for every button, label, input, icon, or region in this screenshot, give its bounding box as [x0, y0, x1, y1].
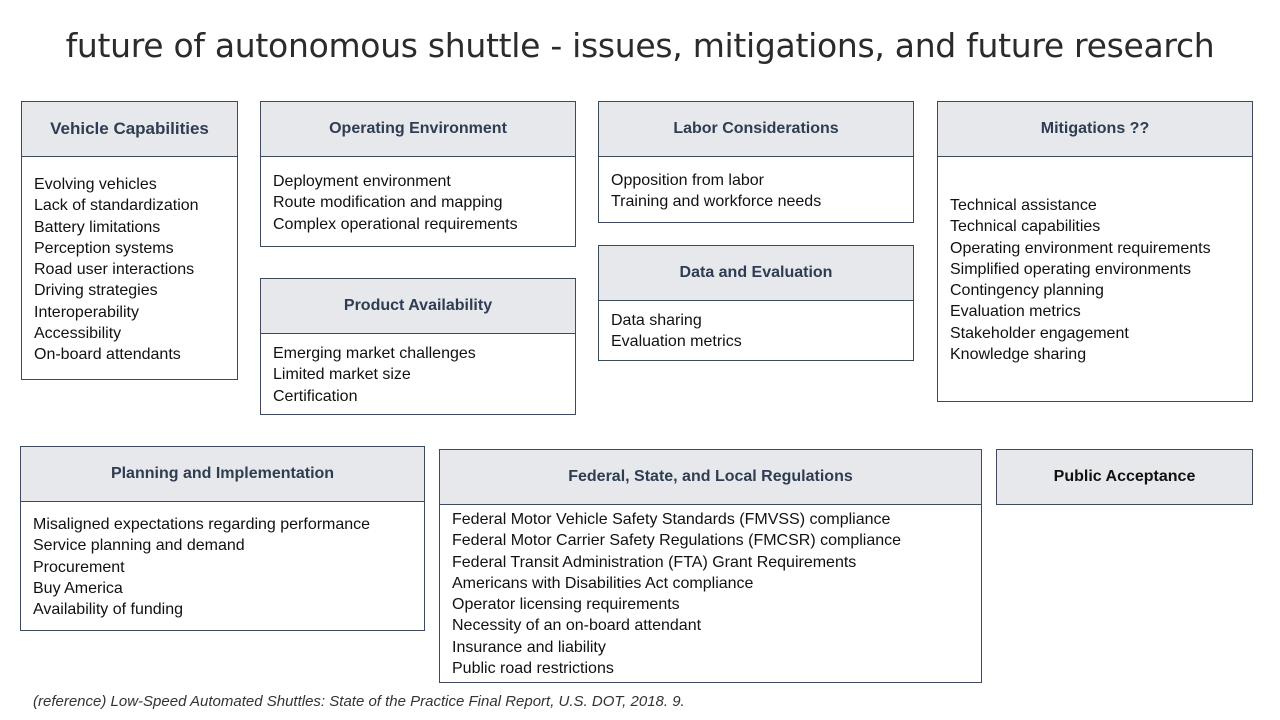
box-header: Mitigations ?? [938, 102, 1252, 157]
page-title: future of autonomous shuttle - issues, mitigations, and future research [65, 26, 1215, 65]
operating-environment-box [260, 101, 576, 247]
list-item: Evaluation metrics [611, 333, 742, 351]
list-item: Limited market size [273, 366, 411, 384]
list-item: Route modification and mapping [273, 194, 503, 212]
box-body [599, 157, 913, 213]
list-item: Accessibility [34, 325, 122, 343]
vehicle-capabilities-box [21, 101, 238, 380]
list-item: Contingency planning [950, 282, 1104, 300]
list-item: Opposition from labor [611, 172, 764, 189]
list-item: Federal Motor Vehicle Safety Standards (FMVSS) compliance [452, 511, 891, 528]
list-item: Federal Motor Carrier Safety Regulations (FMCSR) compliance [452, 532, 902, 550]
list-item: Emerging market challenges [273, 345, 476, 362]
box-header: Operating Environment [261, 102, 575, 157]
list-item: Training and workforce needs [611, 193, 822, 211]
list-item: Evaluation metrics [950, 303, 1081, 321]
data-and-evaluation-box [598, 245, 914, 361]
public-acceptance-box [996, 449, 1253, 505]
box-header: Federal, State, and Local Regulations [440, 450, 981, 505]
list-item: Knowledge sharing [950, 346, 1087, 364]
labor-considerations-box [598, 101, 914, 223]
box-body [938, 157, 1252, 365]
box-header: Vehicle Capabilities [22, 102, 237, 157]
list-item: Driving strategies [34, 282, 158, 300]
list-item: Service planning and demand [33, 537, 245, 555]
list-item: Federal Transit Administration (FTA) Grant Requirements [452, 553, 857, 571]
list-item: Procurement [33, 558, 125, 576]
box-body [21, 502, 424, 620]
list-item: Technical assistance [950, 197, 1097, 214]
list-item: Americans with Disabilities Act compliance [452, 574, 754, 592]
list-item: Complex operational requirements [273, 215, 518, 233]
list-item: Data sharing [611, 312, 702, 329]
list-item: Deployment environment [273, 173, 451, 190]
list-item: Buy America [33, 579, 123, 597]
list-item: Necessity of an on-board attendant [452, 617, 702, 635]
box-body [261, 157, 575, 235]
list-item: Perception systems [34, 239, 174, 257]
box-header: Planning and Implementation [21, 447, 424, 502]
regulations-box [439, 449, 982, 683]
box-header: Public Acceptance [997, 450, 1252, 504]
box-body [599, 301, 913, 353]
mitigations-box [937, 101, 1253, 402]
box-body [261, 334, 575, 407]
list-item: Technical capabilities [950, 218, 1101, 236]
list-item: Battery limitations [34, 218, 161, 236]
list-item: Interoperability [34, 303, 139, 321]
list-item: Operating environment requirements [950, 239, 1211, 257]
box-header: Data and Evaluation [599, 246, 913, 301]
list-item: Evolving vehicles [34, 176, 157, 193]
list-item: Stakeholder engagement [950, 324, 1129, 342]
list-item: Public road restrictions [452, 660, 614, 678]
list-item: Operator licensing requirements [452, 596, 680, 614]
box-header: Product Availability [261, 279, 575, 334]
list-item: Misaligned expectations regarding performance [33, 516, 371, 533]
list-item: Lack of standardization [34, 197, 199, 215]
list-item: Simplified operating environments [950, 260, 1192, 278]
list-item: On-board attendants [34, 346, 181, 364]
box-header: Labor Considerations [599, 102, 913, 157]
list-item: Certification [273, 387, 358, 405]
reference-note: (reference) Low-Speed Automated Shuttles: State of the Practice Final Report, U.S. DOT, 2018. 9. [33, 693, 685, 710]
box-body [440, 505, 981, 679]
product-availability-box [260, 278, 576, 415]
list-item: Insurance and liability [452, 638, 606, 656]
planning-and-implementation-box [20, 446, 425, 631]
list-item: Road user interactions [34, 261, 195, 279]
box-body [22, 157, 237, 366]
list-item: Availability of funding [33, 601, 184, 619]
